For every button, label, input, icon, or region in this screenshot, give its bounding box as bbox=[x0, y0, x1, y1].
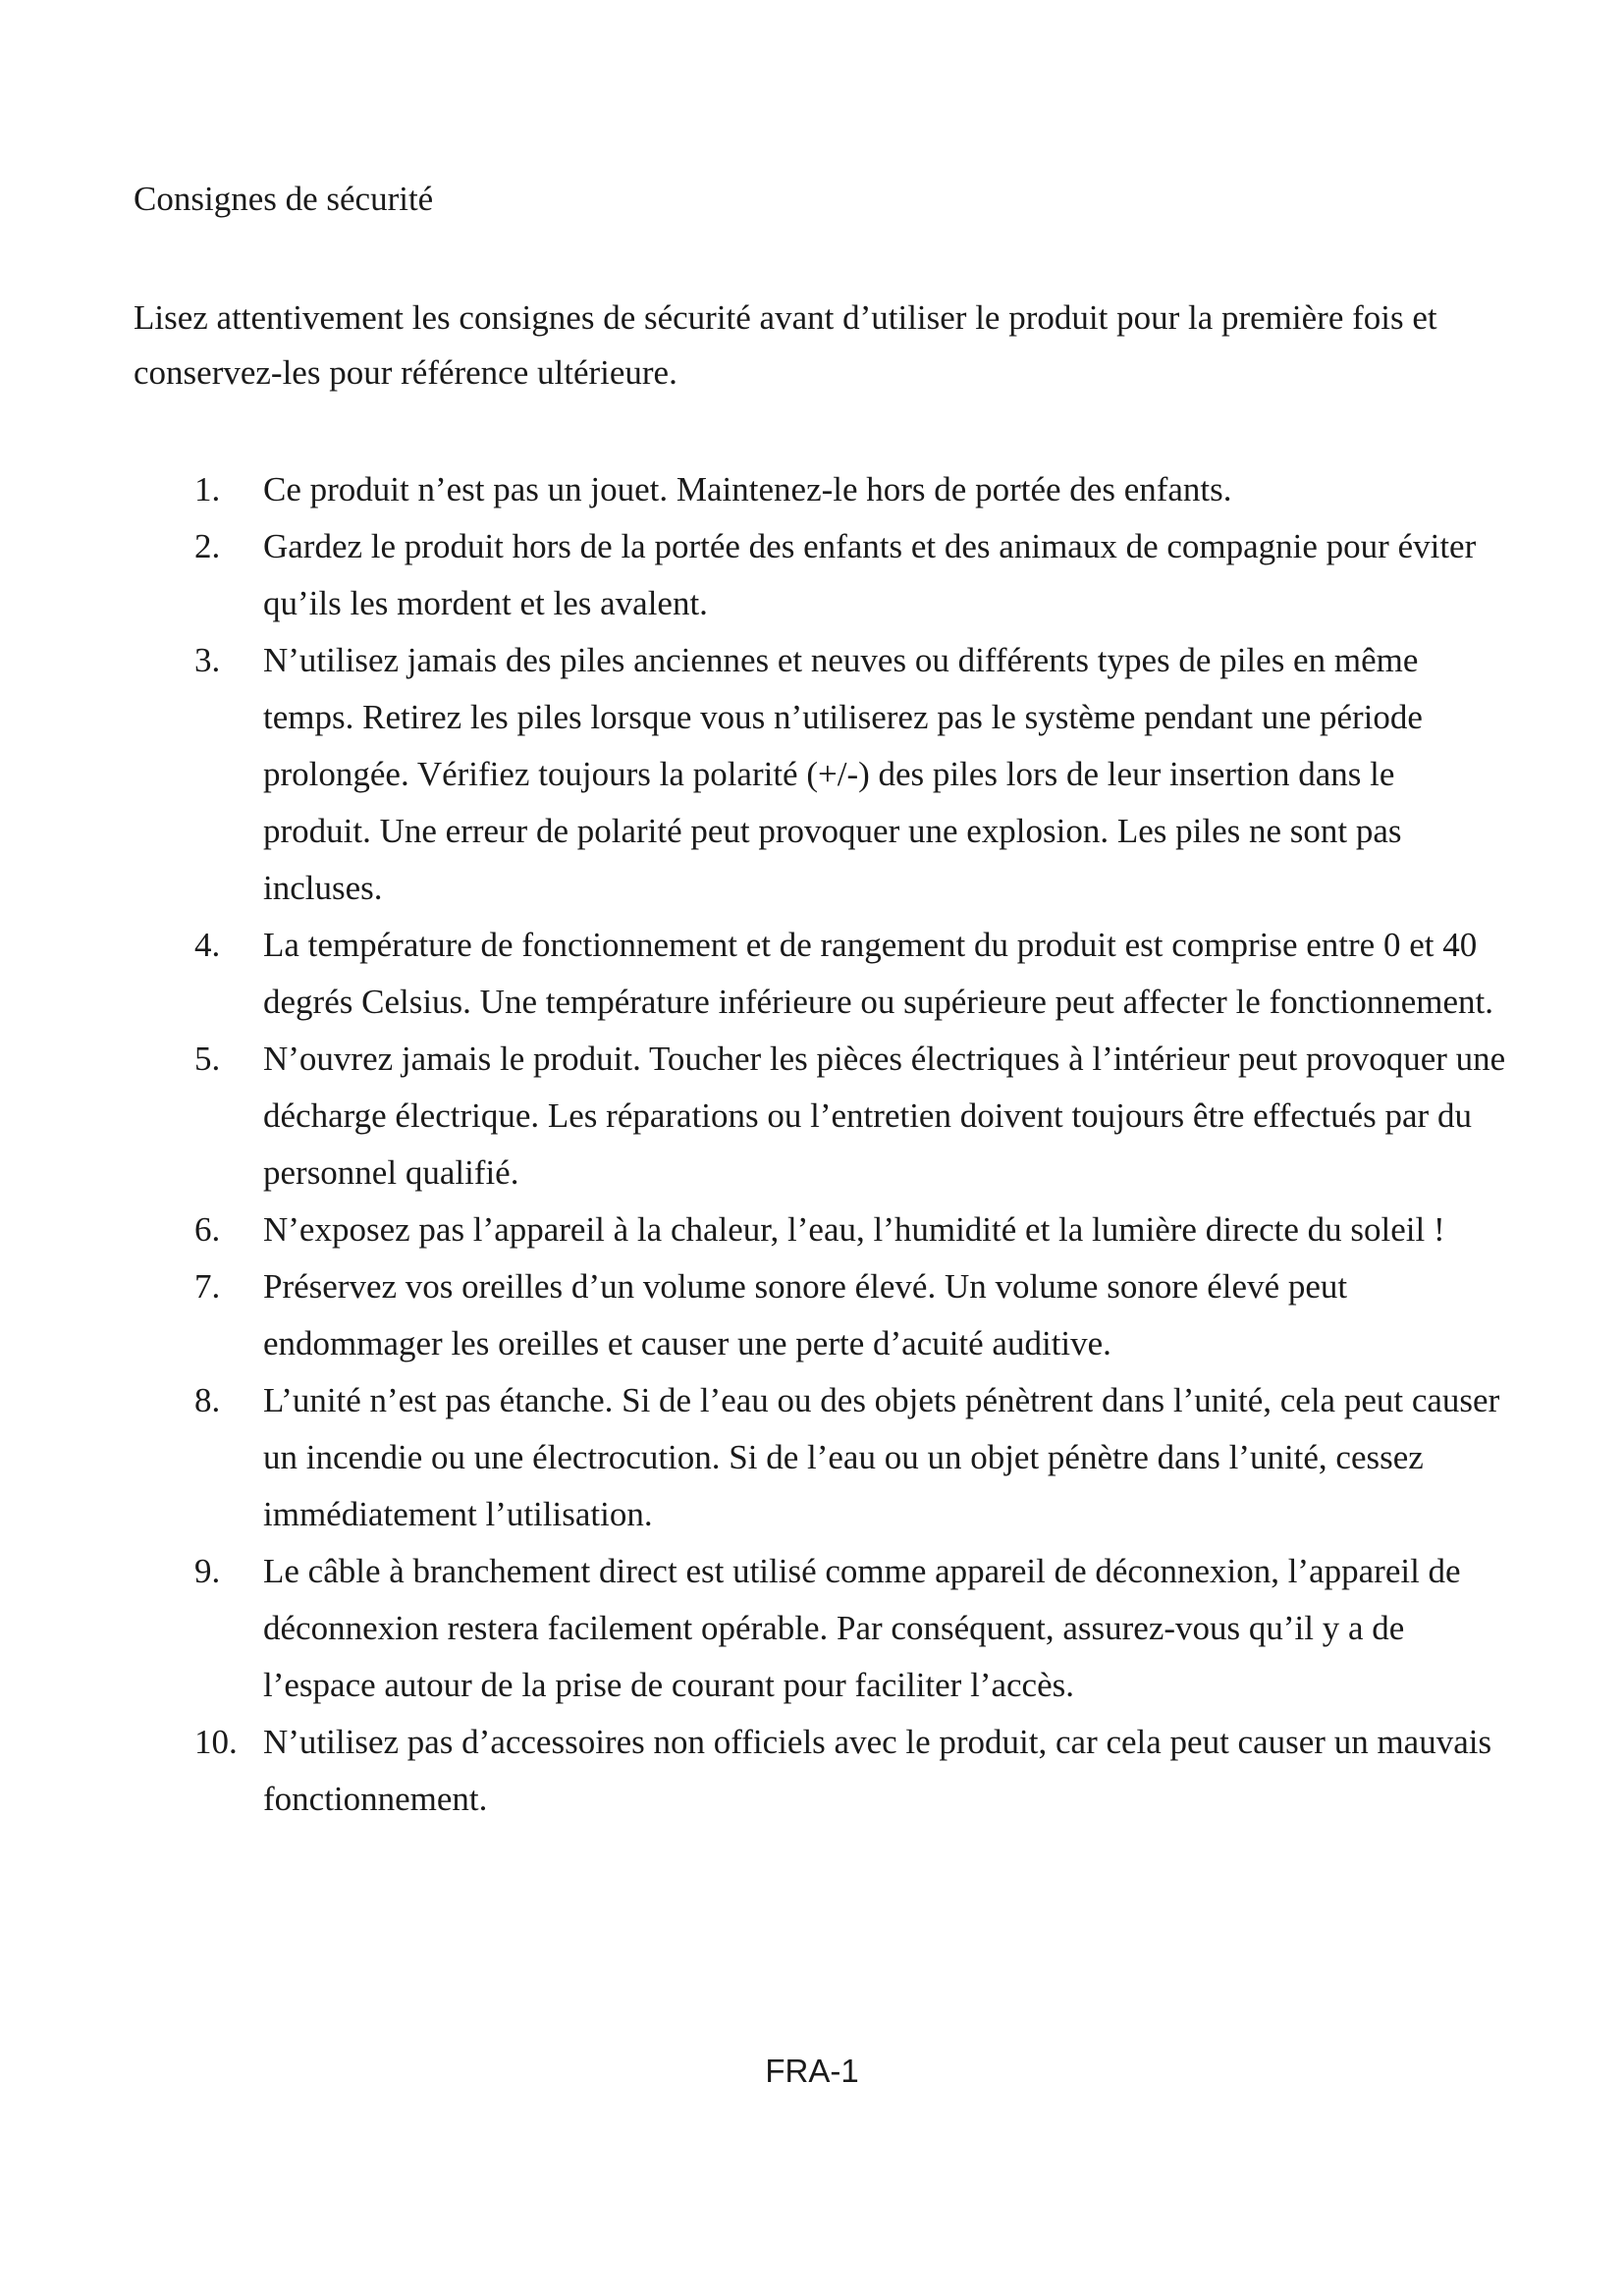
list-item-number: 8. bbox=[194, 1381, 221, 1419]
list-item-number: 5. bbox=[194, 1040, 221, 1078]
list-item-number: 2. bbox=[194, 527, 221, 565]
list-item bbox=[0, 461, 1624, 518]
list-item-text: N’exposez pas l’appareil à la chaleur, l’eau, l’humidité et la lumière directe du soleil ! bbox=[263, 1210, 1445, 1249]
list-item bbox=[0, 1714, 1624, 1828]
list-item bbox=[0, 632, 1624, 917]
list-item-number: 1. bbox=[194, 470, 221, 508]
list-item bbox=[0, 1543, 1624, 1714]
list-item bbox=[0, 917, 1624, 1031]
list-item-number: 3. bbox=[194, 641, 221, 679]
page-number: FRA-1 bbox=[765, 2053, 859, 2089]
list-item-number: 7. bbox=[194, 1267, 221, 1306]
list-item bbox=[0, 1201, 1624, 1258]
list-item-text: Préservez vos oreilles d’un volume sonore élevé. Un volume sonore élevé peut endommager les oreilles et causer une perte d’acuité auditive. bbox=[263, 1267, 1348, 1362]
list-item bbox=[0, 1372, 1624, 1543]
list-item-text: N’utilisez pas d’accessoires non officiels avec le produit, car cela peut causer un mauvais fonctionnement. bbox=[263, 1723, 1492, 1818]
list-item bbox=[0, 1258, 1624, 1372]
page-title: Consignes de sécurité bbox=[134, 180, 434, 218]
safety-instructions-list bbox=[0, 461, 1624, 1828]
list-item-text: Le câble à branchement direct est utilisé comme appareil de déconnexion, l’appareil de déconnexion restera facilement opérable. Par conséquent, assurez-vous qu’il y a de l’espace autour de la prise de courant pour faciliter l’accès. bbox=[263, 1552, 1461, 1704]
list-item-number: 4. bbox=[194, 926, 221, 964]
list-item bbox=[0, 518, 1624, 632]
list-item-text: N’ouvrez jamais le produit. Toucher les pièces électriques à l’intérieur peut provoquer une décharge électrique. Les réparations ou l’entretien doivent toujours être effectués par du personnel qualifié. bbox=[263, 1040, 1506, 1192]
intro-paragraph: Lisez attentivement les consignes de sécurité avant d’utiliser le produit pour la première fois et conservez-les pour référence ultérieure. bbox=[134, 298, 1437, 392]
list-item-number: 9. bbox=[194, 1552, 221, 1590]
list-item-text: Ce produit n’est pas un jouet. Maintenez-le hors de portée des enfants. bbox=[263, 470, 1232, 508]
list-item bbox=[0, 1031, 1624, 1201]
list-item-number: 6. bbox=[194, 1210, 221, 1249]
list-item-number: 10. bbox=[194, 1723, 238, 1761]
list-item-text: N’utilisez jamais des piles anciennes et neuves ou différents types de piles en même temps. Retirez les piles lorsque vous n’utiliserez pas le système pendant une période prolongée. Vérifiez toujours la polarité (+/-) des piles lors de leur insertion dans le produit. Une erreur de polarité peut provoquer une explosion. Les piles ne sont pas incluses. bbox=[263, 641, 1423, 907]
list-item-text: Gardez le produit hors de la portée des enfants et des animaux de compagnie pour éviter qu’ils les mordent et les avalent. bbox=[263, 527, 1477, 622]
list-item-text: L’unité n’est pas étanche. Si de l’eau ou des objets pénètrent dans l’unité, cela peut causer un incendie ou une électrocution. Si de l’eau ou un objet pénètre dans l’unité, cessez immédiatement l’utilisation. bbox=[263, 1381, 1500, 1533]
list-item-text: La température de fonctionnement et de rangement du produit est comprise entre 0 et 40 degrés Celsius. Une température inférieure ou supérieure peut affecter le fonctionnement. bbox=[263, 926, 1493, 1021]
